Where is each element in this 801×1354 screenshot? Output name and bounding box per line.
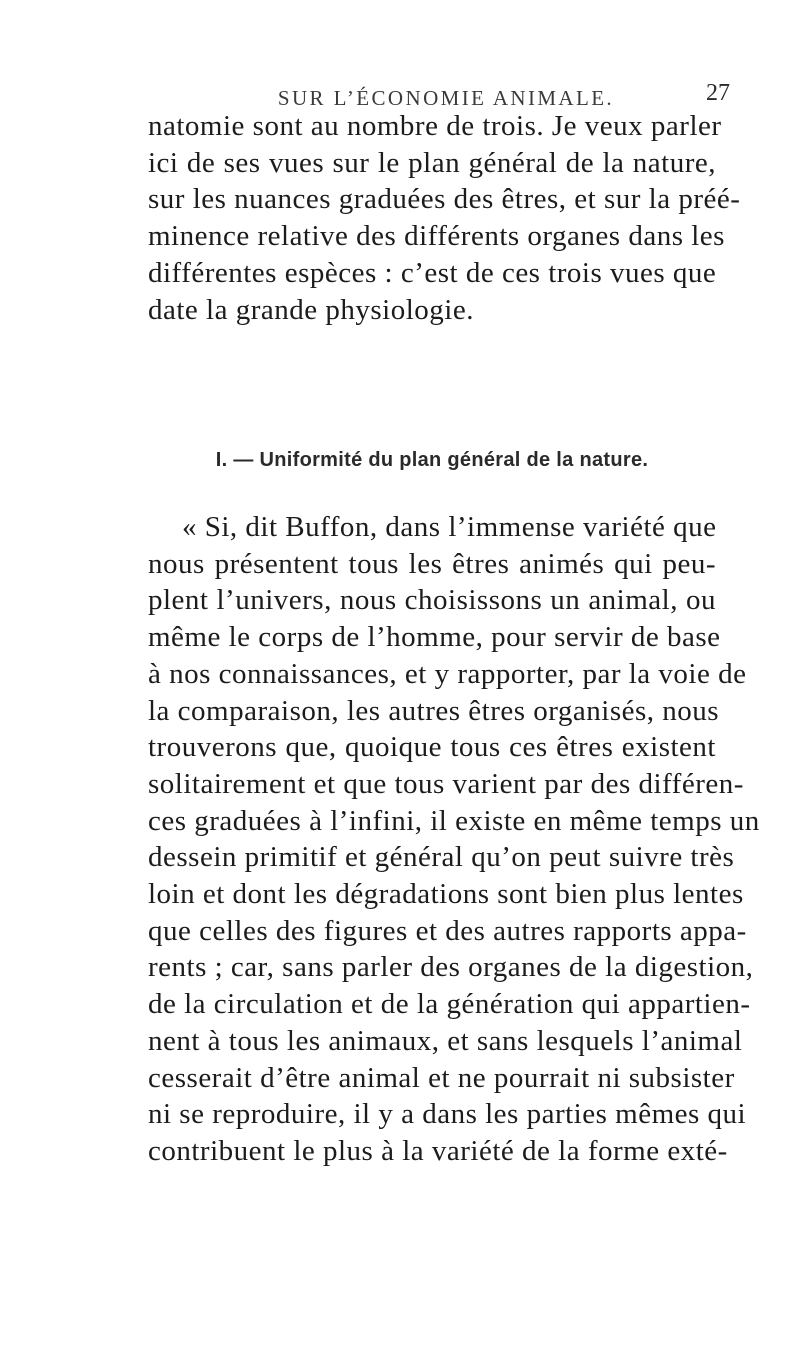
page-number: 27 xyxy=(706,80,730,106)
text-line: la comparaison, les autres êtres organisés, nous xyxy=(148,694,720,727)
text-line: plent l’univers, nous choisissons un animal, ou xyxy=(148,584,716,617)
text-line: loin et dont les dégradations sont bien plus lentes xyxy=(148,878,744,911)
text-line: solitairement et que tous varient par des différen- xyxy=(148,767,744,800)
text-line: date la grande physiologie. xyxy=(148,293,474,326)
text-line: sur les nuances graduées des êtres, et sur la préé- xyxy=(148,183,741,216)
text-line: que celles des figures et des autres rapports appa- xyxy=(148,914,747,947)
text-line: nous présentent tous les êtres animés qui peu- xyxy=(148,547,716,580)
text-line: différentes espèces : c’est de ces trois vues que xyxy=(148,256,717,289)
text-line: natomie sont au nombre de trois. Je veux parler xyxy=(148,110,722,142)
paragraph-1 xyxy=(148,108,741,328)
text-line: trouverons que, quoique tous ces êtres existent xyxy=(148,731,716,764)
paragraph-2 xyxy=(148,509,760,1170)
running-title: SUR L’ÉCONOMIE ANIMALE. xyxy=(277,86,615,110)
text-line: ni se reproduire, il y a dans les parties mêmes qui xyxy=(148,1098,747,1131)
text-line: à nos connaissances, et y rapporter, par la voie de xyxy=(148,657,747,690)
text-line: ici de ses vues sur le plan général de la nature, xyxy=(148,146,716,179)
text-line: de la circulation et de la génération qui appartien- xyxy=(148,988,751,1021)
text-line: « Si, dit Buffon, dans l’immense variété que xyxy=(182,511,717,543)
text-line: même le corps de l’homme, pour servir de base xyxy=(148,621,721,654)
text-line: nent à tous les animaux, et sans lesquels l’animal xyxy=(148,1024,743,1057)
text-line: rents ; car, sans parler des organes de la digestion, xyxy=(148,951,754,984)
section-heading: I. — Uniformité du plan général de la nature. xyxy=(215,449,649,471)
text-line: ces graduées à l’infini, il existe en même temps un xyxy=(148,804,760,837)
text-line: minence relative des différents organes dans les xyxy=(148,220,725,253)
text-line: contribuent le plus à la variété de la forme exté- xyxy=(148,1134,728,1167)
text-line: cesserait d’être animal et ne pourrait ni subsister xyxy=(148,1061,735,1094)
text-line: dessein primitif et général qu’on peut suivre très xyxy=(148,841,735,874)
